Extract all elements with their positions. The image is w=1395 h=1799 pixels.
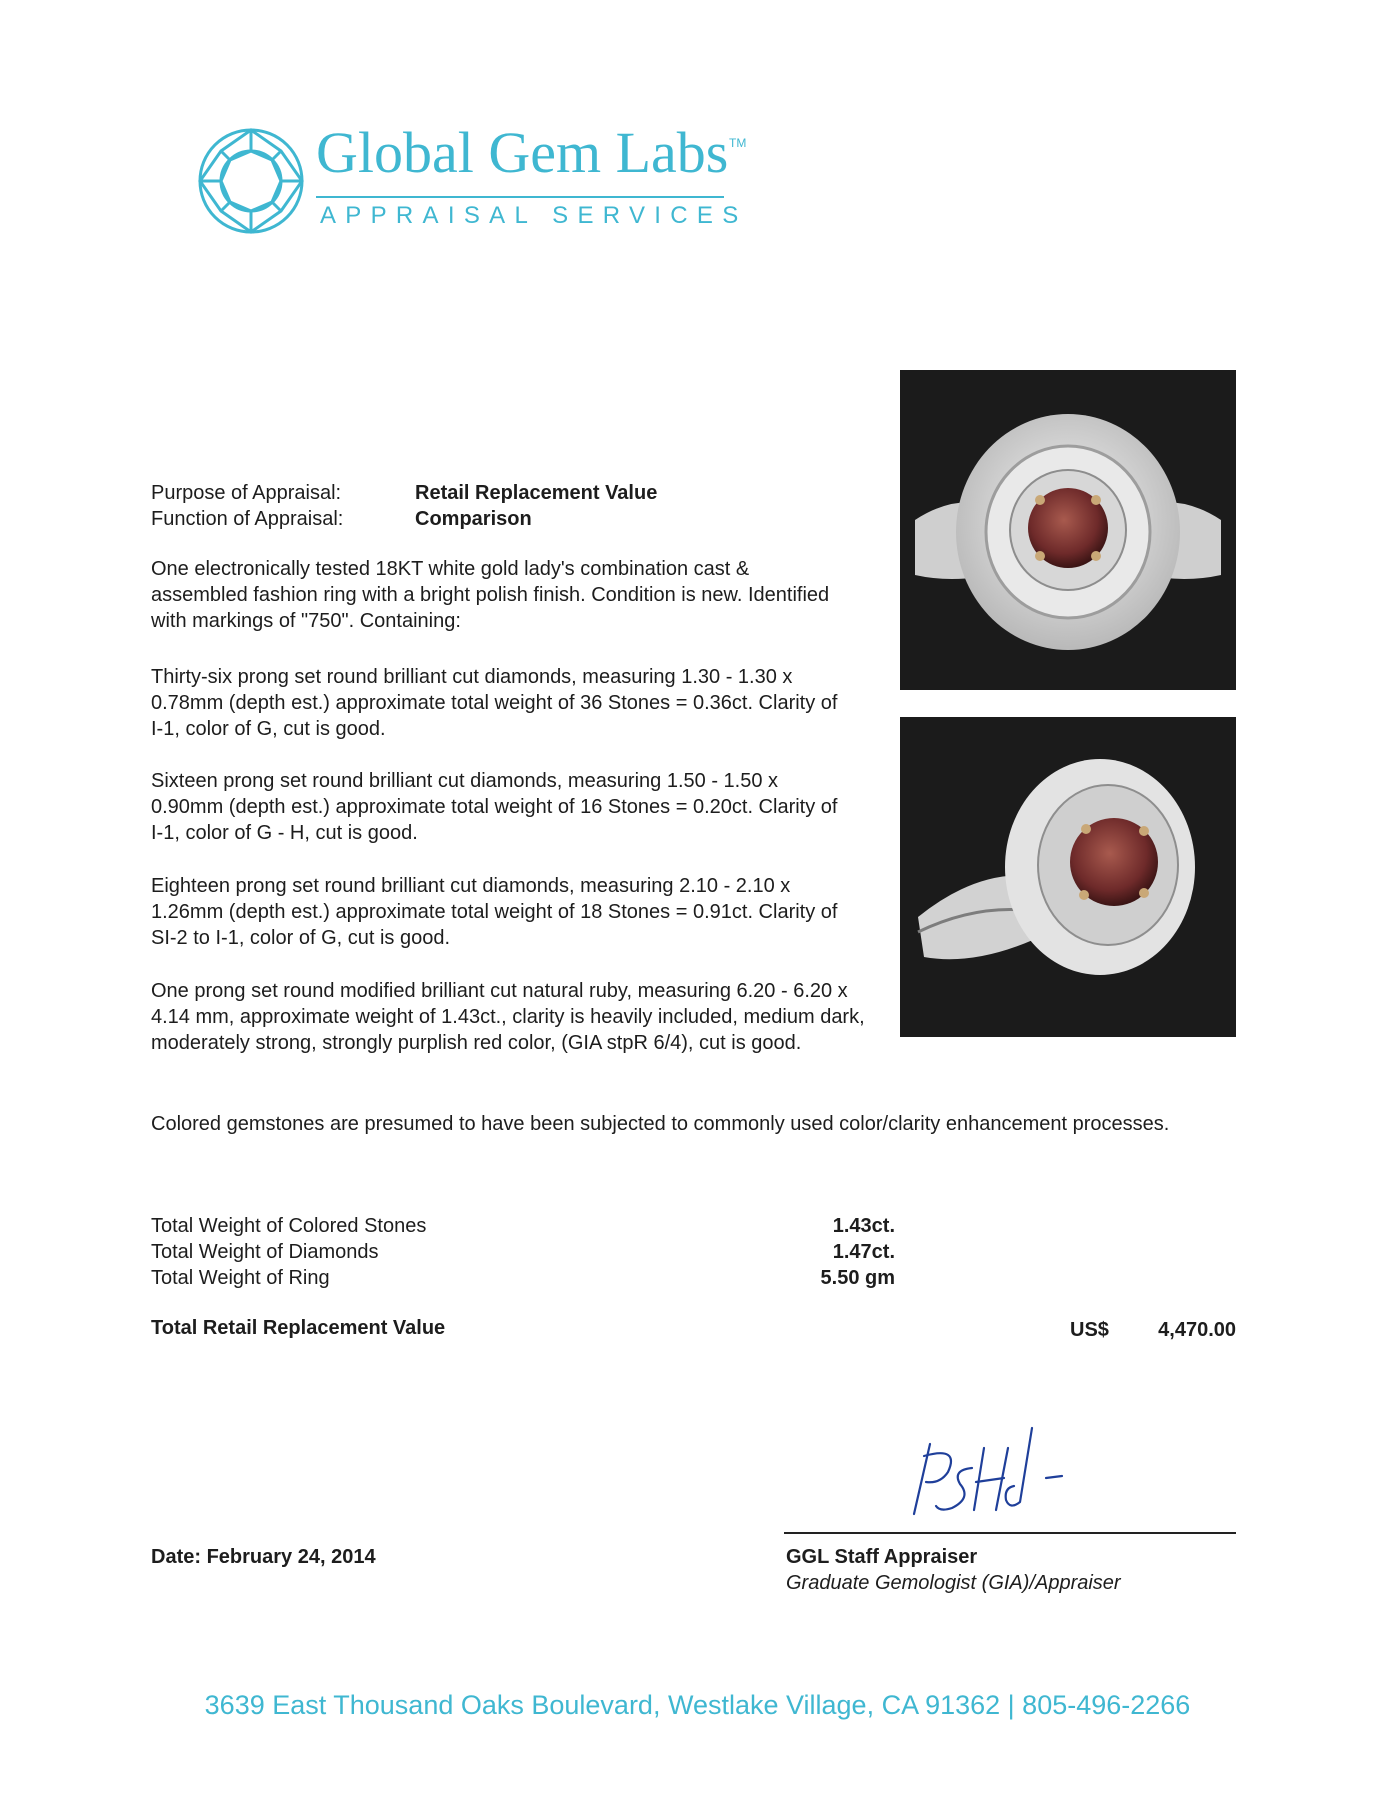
appraiser-signature <box>900 1426 1080 1526</box>
ring-photo-top-view <box>900 370 1236 690</box>
stone-description: Eighteen prong set round brilliant cut diamonds, measuring 2.10 - 2.10 x 1.26mm (depth est.) approximate total weight of 18 Stones = 0.91ct. Clarity of SI-2 to I-1, color of G, cut is good. <box>151 875 838 949</box>
weight-label: Total Weight of Ring <box>151 1267 330 1289</box>
weight-value: 1.47ct. <box>832 1241 895 1263</box>
brand-divider <box>316 196 724 198</box>
ruby-description: One prong set round modified brilliant cut natural ruby, measuring 6.20 - 6.20 x 4.14 mm, approximate weight of 1.43ct., clarity is heavily included, medium dark, moderately strong, strongly purplish red color, (GIA stpR 6/4), cut is good. <box>151 980 865 1054</box>
trademark-mark: TM <box>729 136 747 150</box>
appraiser-title: GGL Staff Appraiser <box>786 1546 978 1568</box>
footer-address: 3639 East Thousand Oaks Boulevard, Westlake Village, CA 91362 | 805-496-2266 <box>204 1690 1191 1720</box>
weight-label: Total Weight of Colored Stones <box>151 1215 427 1237</box>
function-value: Comparison <box>415 508 532 530</box>
appraisal-date: Date: February 24, 2014 <box>151 1546 376 1568</box>
weight-value: 5.50 gm <box>820 1267 895 1289</box>
purpose-value: Retail Replacement Value <box>415 482 658 504</box>
total-value-label: Total Retail Replacement Value <box>151 1317 446 1339</box>
currency-symbol: US$ <box>1070 1319 1109 1341</box>
brand-name: Global Gem Labs <box>316 120 729 185</box>
gem-diamond-icon <box>196 126 306 236</box>
brand-subtitle: APPRAISAL SERVICES <box>320 202 748 229</box>
function-label: Function of Appraisal: <box>151 508 344 530</box>
weight-value: 1.43ct. <box>832 1215 895 1237</box>
weight-label: Total Weight of Diamonds <box>151 1241 379 1263</box>
enhancement-note: Colored gemstones are presumed to have been subjected to commonly used color/clarity enhancement processes. <box>151 1113 1170 1135</box>
signature-line <box>784 1532 1236 1534</box>
ring-description: One electronically tested 18KT white gold lady's combination cast & assembled fashion ring with a bright polish finish. Condition is new. Identified with markings of "750". Containing: <box>151 558 830 632</box>
stone-description: Sixteen prong set round brilliant cut diamonds, measuring 1.50 - 1.50 x 0.90mm (depth est.) approximate total weight of 16 Stones = 0.20ct. Clarity of I-1, color of G - H, cut is good. <box>151 770 838 844</box>
appraiser-credential: Graduate Gemologist (GIA)/Appraiser <box>786 1572 1121 1594</box>
stone-description: Thirty-six prong set round brilliant cut diamonds, measuring 1.30 - 1.30 x 0.78mm (depth est.) approximate total weight of 36 Stones = 0.36ct. Clarity of I-1, color of G, cut is good. <box>151 666 838 740</box>
ring-photo-side-view <box>900 717 1236 1037</box>
purpose-label: Purpose of Appraisal: <box>151 482 342 504</box>
total-value-amount: 4,470.00 <box>1158 1319 1236 1341</box>
